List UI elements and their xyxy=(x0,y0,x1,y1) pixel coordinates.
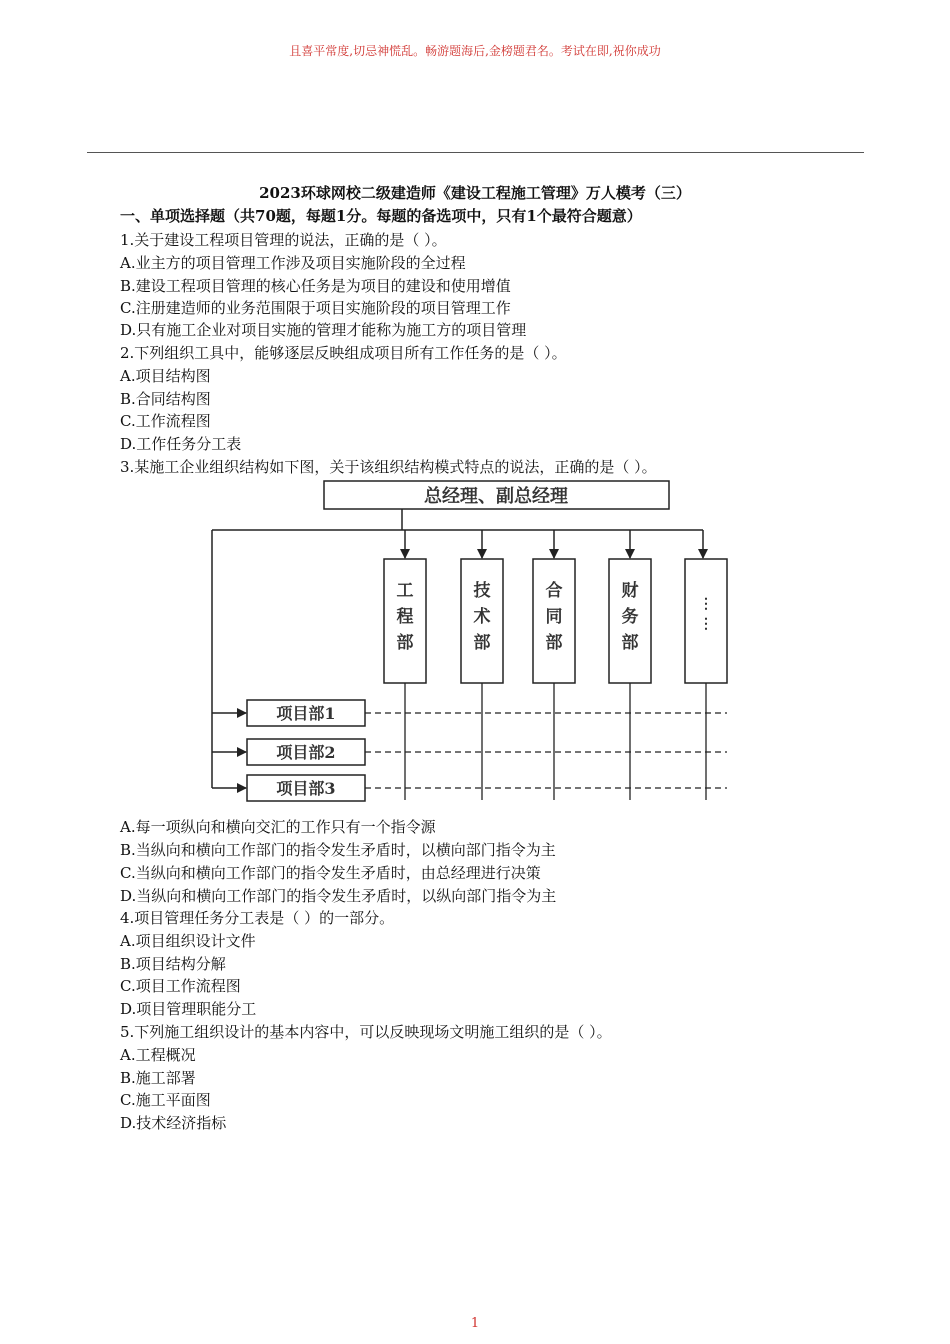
matrix-org-chart xyxy=(200,478,745,812)
svg-text:术: 术 xyxy=(473,607,491,627)
question-3-option-c: C.当纵向和横向工作部门的指令发生矛盾时，由总经理进行决策 xyxy=(120,864,541,882)
svg-text:部: 部 xyxy=(545,633,563,653)
question-2-option-d: D.工作任务分工表 xyxy=(120,435,242,453)
question-5-option-b: B.施工部署 xyxy=(120,1069,196,1087)
dept-engineering xyxy=(384,559,426,683)
project-dept-1 xyxy=(247,700,365,726)
svg-text:部: 部 xyxy=(621,633,639,653)
svg-text:工: 工 xyxy=(396,581,414,601)
question-5-option-a: A.工程概况 xyxy=(120,1046,196,1064)
header-divider xyxy=(87,152,864,153)
question-5-option-d: D.技术经济指标 xyxy=(120,1114,227,1132)
svg-text:部: 部 xyxy=(396,633,414,653)
question-4-stem: 4.项目管理任务分工表是（ ）的一部分。 xyxy=(120,909,395,927)
top-management-label: 总经理、副总经理 xyxy=(424,486,568,507)
page-number: 1 xyxy=(470,1316,480,1331)
svg-text:合: 合 xyxy=(545,581,563,601)
svg-text:务: 务 xyxy=(621,607,639,627)
question-1-option-c: C.注册建造师的业务范围限于项目实施阶段的项目管理工作 xyxy=(120,299,511,317)
dept-ellipsis xyxy=(685,559,727,683)
svg-text:项目部3: 项目部3 xyxy=(276,779,336,798)
svg-text:项目部1: 项目部1 xyxy=(276,704,336,723)
svg-text:部: 部 xyxy=(473,633,491,653)
svg-text:程: 程 xyxy=(396,607,414,627)
question-2-option-b: B.合同结构图 xyxy=(120,390,211,408)
header-motto: 且喜平常度,切忌神慌乱。畅游题海后,金榜题君名。考试在即,祝你成功 xyxy=(289,44,661,58)
question-3-option-d: D.当纵向和横向工作部门的指令发生矛盾时，以纵向部门指令为主 xyxy=(120,887,557,905)
project-dept-2 xyxy=(247,739,365,765)
question-2-option-a: A.项目结构图 xyxy=(120,367,211,385)
svg-text:同: 同 xyxy=(545,607,563,627)
question-3-option-a: A.每一项纵向和横向交汇的工作只有一个指令源 xyxy=(120,818,436,836)
svg-text:⋮: ⋮ xyxy=(699,616,713,632)
dept-finance xyxy=(609,559,651,683)
question-2-option-c: C.工作流程图 xyxy=(120,412,211,430)
dept-contract xyxy=(533,559,575,683)
question-1-option-a: A.业主方的项目管理工作涉及项目实施阶段的全过程 xyxy=(120,254,466,272)
dept-technical xyxy=(461,559,503,683)
question-5-stem: 5.下列施工组织设计的基本内容中，可以反映现场文明施工组织的是（ ）。 xyxy=(120,1023,612,1041)
question-1-stem: 1.关于建设工程项目管理的说法，正确的是（ ）。 xyxy=(120,231,447,249)
question-4-option-d: D.项目管理职能分工 xyxy=(120,1000,257,1018)
question-3-stem: 3.某施工企业组织结构如下图，关于该组织结构模式特点的说法，正确的是（ ）。 xyxy=(120,458,657,476)
question-3-option-b: B.当纵向和横向工作部门的指令发生矛盾时，以横向部门指令为主 xyxy=(120,841,556,859)
project-dept-3 xyxy=(247,775,365,801)
question-1-option-b: B.建设工程项目管理的核心任务是为项目的建设和使用增值 xyxy=(120,277,511,295)
question-4-option-a: A.项目组织设计文件 xyxy=(120,932,256,950)
section-heading: 一、单项选择题（共70题，每题1分。每题的备选项中，只有1个最符合题意） xyxy=(120,207,642,225)
svg-text:财: 财 xyxy=(621,581,639,601)
question-1-option-d: D.只有施工企业对项目实施的管理才能称为施工方的项目管理 xyxy=(120,321,527,339)
document-title: 2023环球网校二级建造师《建设工程施工管理》万人模考（三） xyxy=(259,184,691,202)
question-2-stem: 2.下列组织工具中，能够逐层反映组成项目所有工作任务的是（ ）。 xyxy=(120,344,567,362)
svg-text:项目部2: 项目部2 xyxy=(276,743,336,762)
question-5-option-c: C.施工平面图 xyxy=(120,1091,211,1109)
question-4-option-b: B.项目结构分解 xyxy=(120,955,226,973)
question-4-option-c: C.项目工作流程图 xyxy=(120,977,241,995)
svg-text:⋮: ⋮ xyxy=(699,596,713,612)
svg-text:技: 技 xyxy=(473,581,491,601)
